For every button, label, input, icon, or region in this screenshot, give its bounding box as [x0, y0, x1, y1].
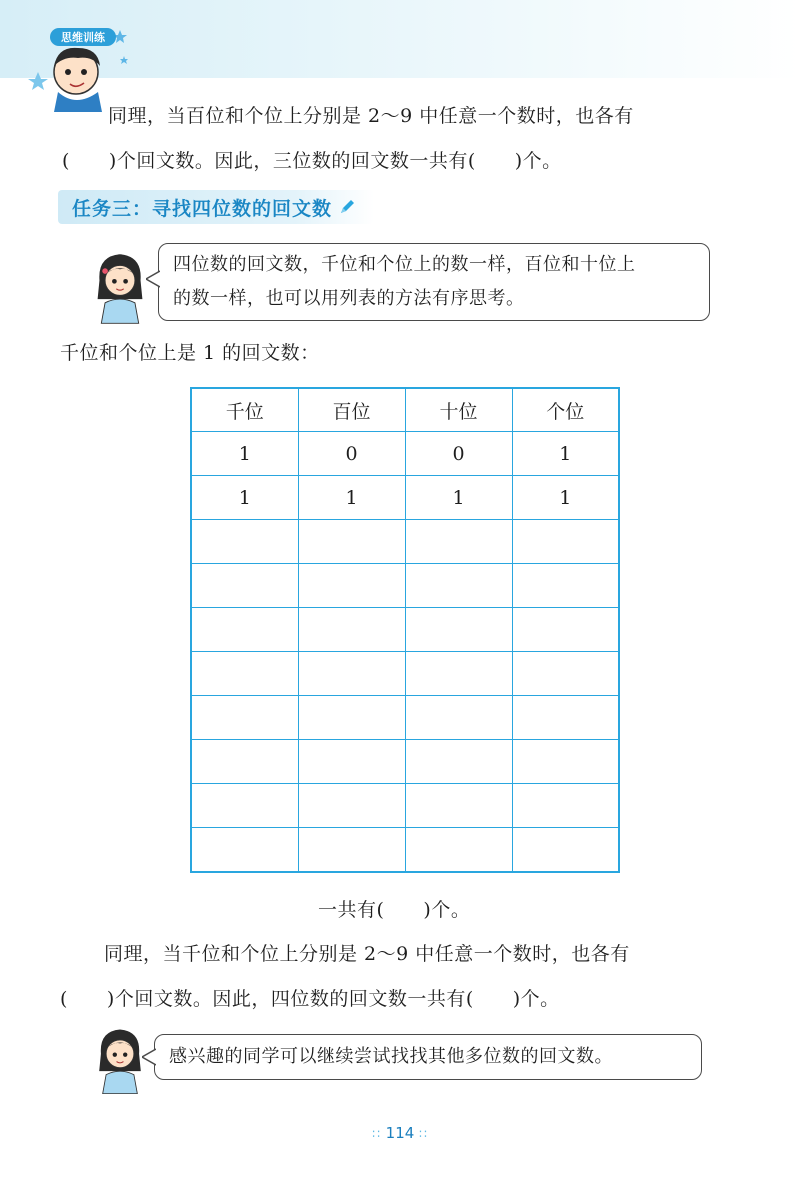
table-cell: 1 — [405, 476, 512, 520]
task-title-text: 任务三：寻找四位数的回文数 — [72, 197, 333, 220]
table-cell[interactable] — [512, 784, 619, 828]
page-number-text: 114 — [385, 1124, 415, 1142]
table-cell[interactable] — [405, 652, 512, 696]
page-number — [0, 1124, 800, 1142]
table-row — [191, 828, 619, 873]
table-row — [191, 476, 619, 520]
table-cell[interactable] — [512, 740, 619, 784]
table-cell[interactable] — [512, 608, 619, 652]
table-header-row — [191, 388, 619, 432]
header-hundreds: 百位 — [298, 388, 405, 432]
header-tens: 十位 — [405, 388, 512, 432]
table-cell[interactable] — [512, 564, 619, 608]
table-cell: 1 — [512, 476, 619, 520]
pencil-icon — [338, 198, 356, 216]
girl-avatar-icon — [92, 248, 148, 324]
table-cell[interactable] — [405, 828, 512, 873]
table-caption: 千位和个位上是 1 的回文数： — [60, 342, 320, 364]
palindrome-table — [190, 387, 620, 873]
table-cell[interactable] — [298, 564, 405, 608]
table-cell[interactable] — [298, 652, 405, 696]
hint-bubble-line-2: 的数一样，也可以用列表的方法有序思考。 — [173, 288, 525, 309]
dots-right-icon: ∷ — [419, 1127, 428, 1141]
tip-bubble-text: 感兴趣的同学可以继续尝试找找其他多位数的回文数。 — [169, 1046, 613, 1067]
table-cell[interactable] — [405, 696, 512, 740]
dots-left-icon: ∷ — [372, 1127, 381, 1141]
table-cell[interactable] — [298, 740, 405, 784]
table-cell[interactable] — [405, 608, 512, 652]
table-cell: 1 — [298, 476, 405, 520]
table-cell: 1 — [512, 432, 619, 476]
table-cell[interactable] — [405, 520, 512, 564]
table-row — [191, 652, 619, 696]
table-cell[interactable] — [191, 828, 298, 873]
table-row — [191, 432, 619, 476]
table-row — [191, 564, 619, 608]
table-row — [191, 784, 619, 828]
table-cell[interactable] — [191, 608, 298, 652]
total-count-line: 一共有( )个。 — [318, 899, 471, 921]
table-cell[interactable] — [191, 564, 298, 608]
table-cell[interactable] — [512, 652, 619, 696]
table-row — [191, 520, 619, 564]
table-cell: 1 — [191, 476, 298, 520]
table-cell[interactable] — [191, 784, 298, 828]
header-thousands: 千位 — [191, 388, 298, 432]
bubble-tail — [142, 1048, 156, 1066]
hint-bubble — [158, 243, 710, 321]
table-cell: 1 — [191, 432, 298, 476]
table-row — [191, 740, 619, 784]
table-row — [191, 608, 619, 652]
table-cell[interactable] — [405, 740, 512, 784]
table-cell: 0 — [298, 432, 405, 476]
table-cell[interactable] — [512, 696, 619, 740]
table-cell[interactable] — [298, 696, 405, 740]
table-cell[interactable] — [512, 828, 619, 873]
table-cell[interactable] — [298, 520, 405, 564]
intro-line-2: ( )个回文数。因此，三位数的回文数一共有( )个。 — [62, 150, 562, 172]
task-title — [58, 190, 374, 224]
tip-bubble — [154, 1034, 702, 1080]
table-cell[interactable] — [298, 784, 405, 828]
hint-bubble-line-1: 四位数的回文数，千位和个位上的数一样，百位和十位上 — [173, 254, 636, 275]
table-cell[interactable] — [191, 696, 298, 740]
boy-mascot-icon — [28, 22, 138, 112]
table-cell[interactable] — [298, 608, 405, 652]
header-badge-text: 思维训练 — [61, 31, 105, 44]
table-cell[interactable] — [191, 740, 298, 784]
table-cell[interactable] — [298, 828, 405, 873]
table-cell[interactable] — [405, 784, 512, 828]
table-row — [191, 696, 619, 740]
table-cell[interactable] — [405, 564, 512, 608]
outro-line-2: ( )个回文数。因此，四位数的回文数一共有( )个。 — [60, 988, 560, 1010]
outro-line-1: 同理，当千位和个位上分别是 2～9 中任意一个数时，也各有 — [104, 943, 630, 965]
table-cell: 0 — [405, 432, 512, 476]
table-cell[interactable] — [191, 652, 298, 696]
girl-avatar-icon — [94, 1024, 146, 1094]
header-ones: 个位 — [512, 388, 619, 432]
bubble-tail — [146, 270, 160, 288]
table-cell[interactable] — [512, 520, 619, 564]
table-cell[interactable] — [191, 520, 298, 564]
intro-line-1: 同理，当百位和个位上分别是 2～9 中任意一个数时，也各有 — [108, 105, 634, 127]
